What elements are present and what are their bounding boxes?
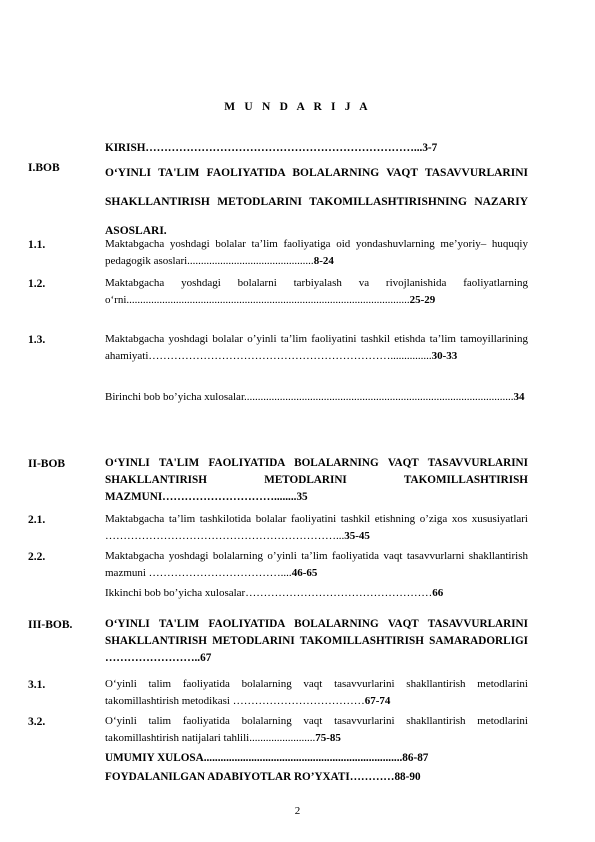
toc-entry-page: 30-33 (431, 350, 458, 362)
toc-entry-page: 86-87 (402, 752, 429, 764)
toc-entry-title (105, 750, 528, 767)
toc-entry-title (105, 713, 528, 747)
toc-entry-page: 25-29 (409, 294, 436, 306)
toc-entry-page: 88-90 (394, 771, 421, 783)
toc-entry-title (105, 140, 528, 157)
toc-entry-number: 2.1. (28, 514, 46, 526)
toc-entry-number: 1.3. (28, 334, 46, 346)
toc-entry-text: O‘yinli talim faoliyatida bolalarning vaqt tasavvurlarini shakllantirish metodlarini takomillashtirish metodikasi ……………………………… (105, 678, 528, 707)
toc-entry-text: O‘yinli talim faoliyatida bolalarning vaqt tasavvurlarini shakllantirish metodlarini takomillashtirish natijalari tahlili........................ (105, 715, 528, 744)
toc-entry-text: Ikkinchi bob bo’yicha xulosalar…………………………………………… (105, 587, 433, 599)
toc-entry-title (105, 548, 528, 582)
toc-entry-text: O‘YINLI TA'LIM FAOLIYATIDA BOLALARNING VAQT TASAVVURLARINI SHAKLLANTIRISH METODLARINI TAKOMILLASHTIRISH MAZMUNI…………………………........ (105, 457, 528, 503)
toc-entry-page: 46-65 (291, 567, 318, 579)
toc-entry-title (105, 616, 528, 667)
toc-entry-title (105, 585, 528, 602)
page-number: 2 (294, 805, 301, 817)
toc-entry-title (105, 275, 528, 309)
toc-entry-page: 67-74 (364, 695, 391, 707)
toc-entry-number: 2.2. (28, 551, 46, 563)
toc-entry-title (105, 455, 528, 506)
toc-entry-text: Maktabgacha yoshdagi bolalarning o’yinli ta’lim faoliyatida vaqt tasavvurlarni shakllantirish mazmuni ……………………………….... (105, 550, 528, 579)
toc-entry-page: 35 (296, 491, 308, 503)
toc-entry-page: 3-7 (422, 142, 438, 154)
toc-entry-text: UMUMIY XULOSA....................................................................... (105, 752, 403, 764)
toc-entry-text: FOYDALANILGAN ADABIYOTLAR RO’YXATI………… (105, 771, 395, 783)
toc-entry-number: 3.1. (28, 679, 46, 691)
toc-entry-text: O‘YINLI TA'LIM FAOLIYATIDA BOLALARNING VAQT TASAVVURLARINI SHAKLLANTIRISH METODLARINI TAKOMILLASHTIRISH SAMARADORLIGI …………………….. (105, 618, 528, 664)
toc-entry-number: I.BOB (28, 162, 60, 174)
toc-entry-page: 34 (513, 391, 525, 403)
toc-entry-page: 67 (200, 652, 212, 664)
toc-entry-number: 1.1. (28, 239, 46, 251)
toc-entry-title (105, 676, 528, 710)
toc-entry-number: III-BOB. (28, 619, 73, 631)
toc-entry-page: 75-85 (315, 732, 341, 744)
toc-entry-text: O‘YINLI TA'LIM FAOLIYATIDA BOLALARNING VAQT TASAVVURLARINI SHAKLLANTIRISH METODLARINI TAKOMILLASHTIRISHNING NAZARIY ASOSLARI. (105, 167, 528, 237)
toc-entry-text: Maktabgacha yoshdagi bolalar o’yinli ta’lim faoliyatini tashkil etishda ta’lim tamoyillarining ahamiyati…………………………………………………………............... (105, 333, 528, 362)
toc-entry-title (105, 236, 528, 270)
toc-entry-page: 8-24 (313, 255, 334, 267)
page-title: M U N D A R I J A (224, 101, 371, 113)
toc-entry-number: 1.2. (28, 278, 46, 290)
toc-entry-title (105, 511, 528, 545)
toc-entry-title (105, 389, 528, 406)
toc-entry-page: 35-45 (344, 530, 370, 542)
toc-entry-title (105, 159, 528, 246)
toc-entry-title (105, 769, 528, 786)
toc-entry-page: 66 (432, 587, 444, 599)
toc-entry-text: Maktabgacha yoshdagi bolalar ta’lim faoliyatiga oid yondashuvlarning me’yoriy– huquqiy pedagogik asoslari.............................................. (105, 238, 528, 267)
toc-entry-text: Maktabgacha ta’lim tashkilotida bolalar faoliyatini tashkil etishning o’ziga xos xususiyatlari ………………………………………………………... (105, 513, 528, 542)
toc-entry-text: Birinchi bob bo’yicha xulosalar.................................................................................................. (105, 391, 514, 403)
toc-entry-title (105, 331, 528, 365)
toc-entry-number: II-BOB (28, 458, 66, 470)
toc-entry-text: Maktabgacha yoshdagi bolalarni tarbiyalash va rivojlanishida faoliyatlarning o‘rni....................................................................................................... (105, 277, 528, 306)
toc-entry-text: KIRISH………………………………………………………………... (105, 142, 423, 154)
toc-entry-number: 3.2. (28, 716, 46, 728)
